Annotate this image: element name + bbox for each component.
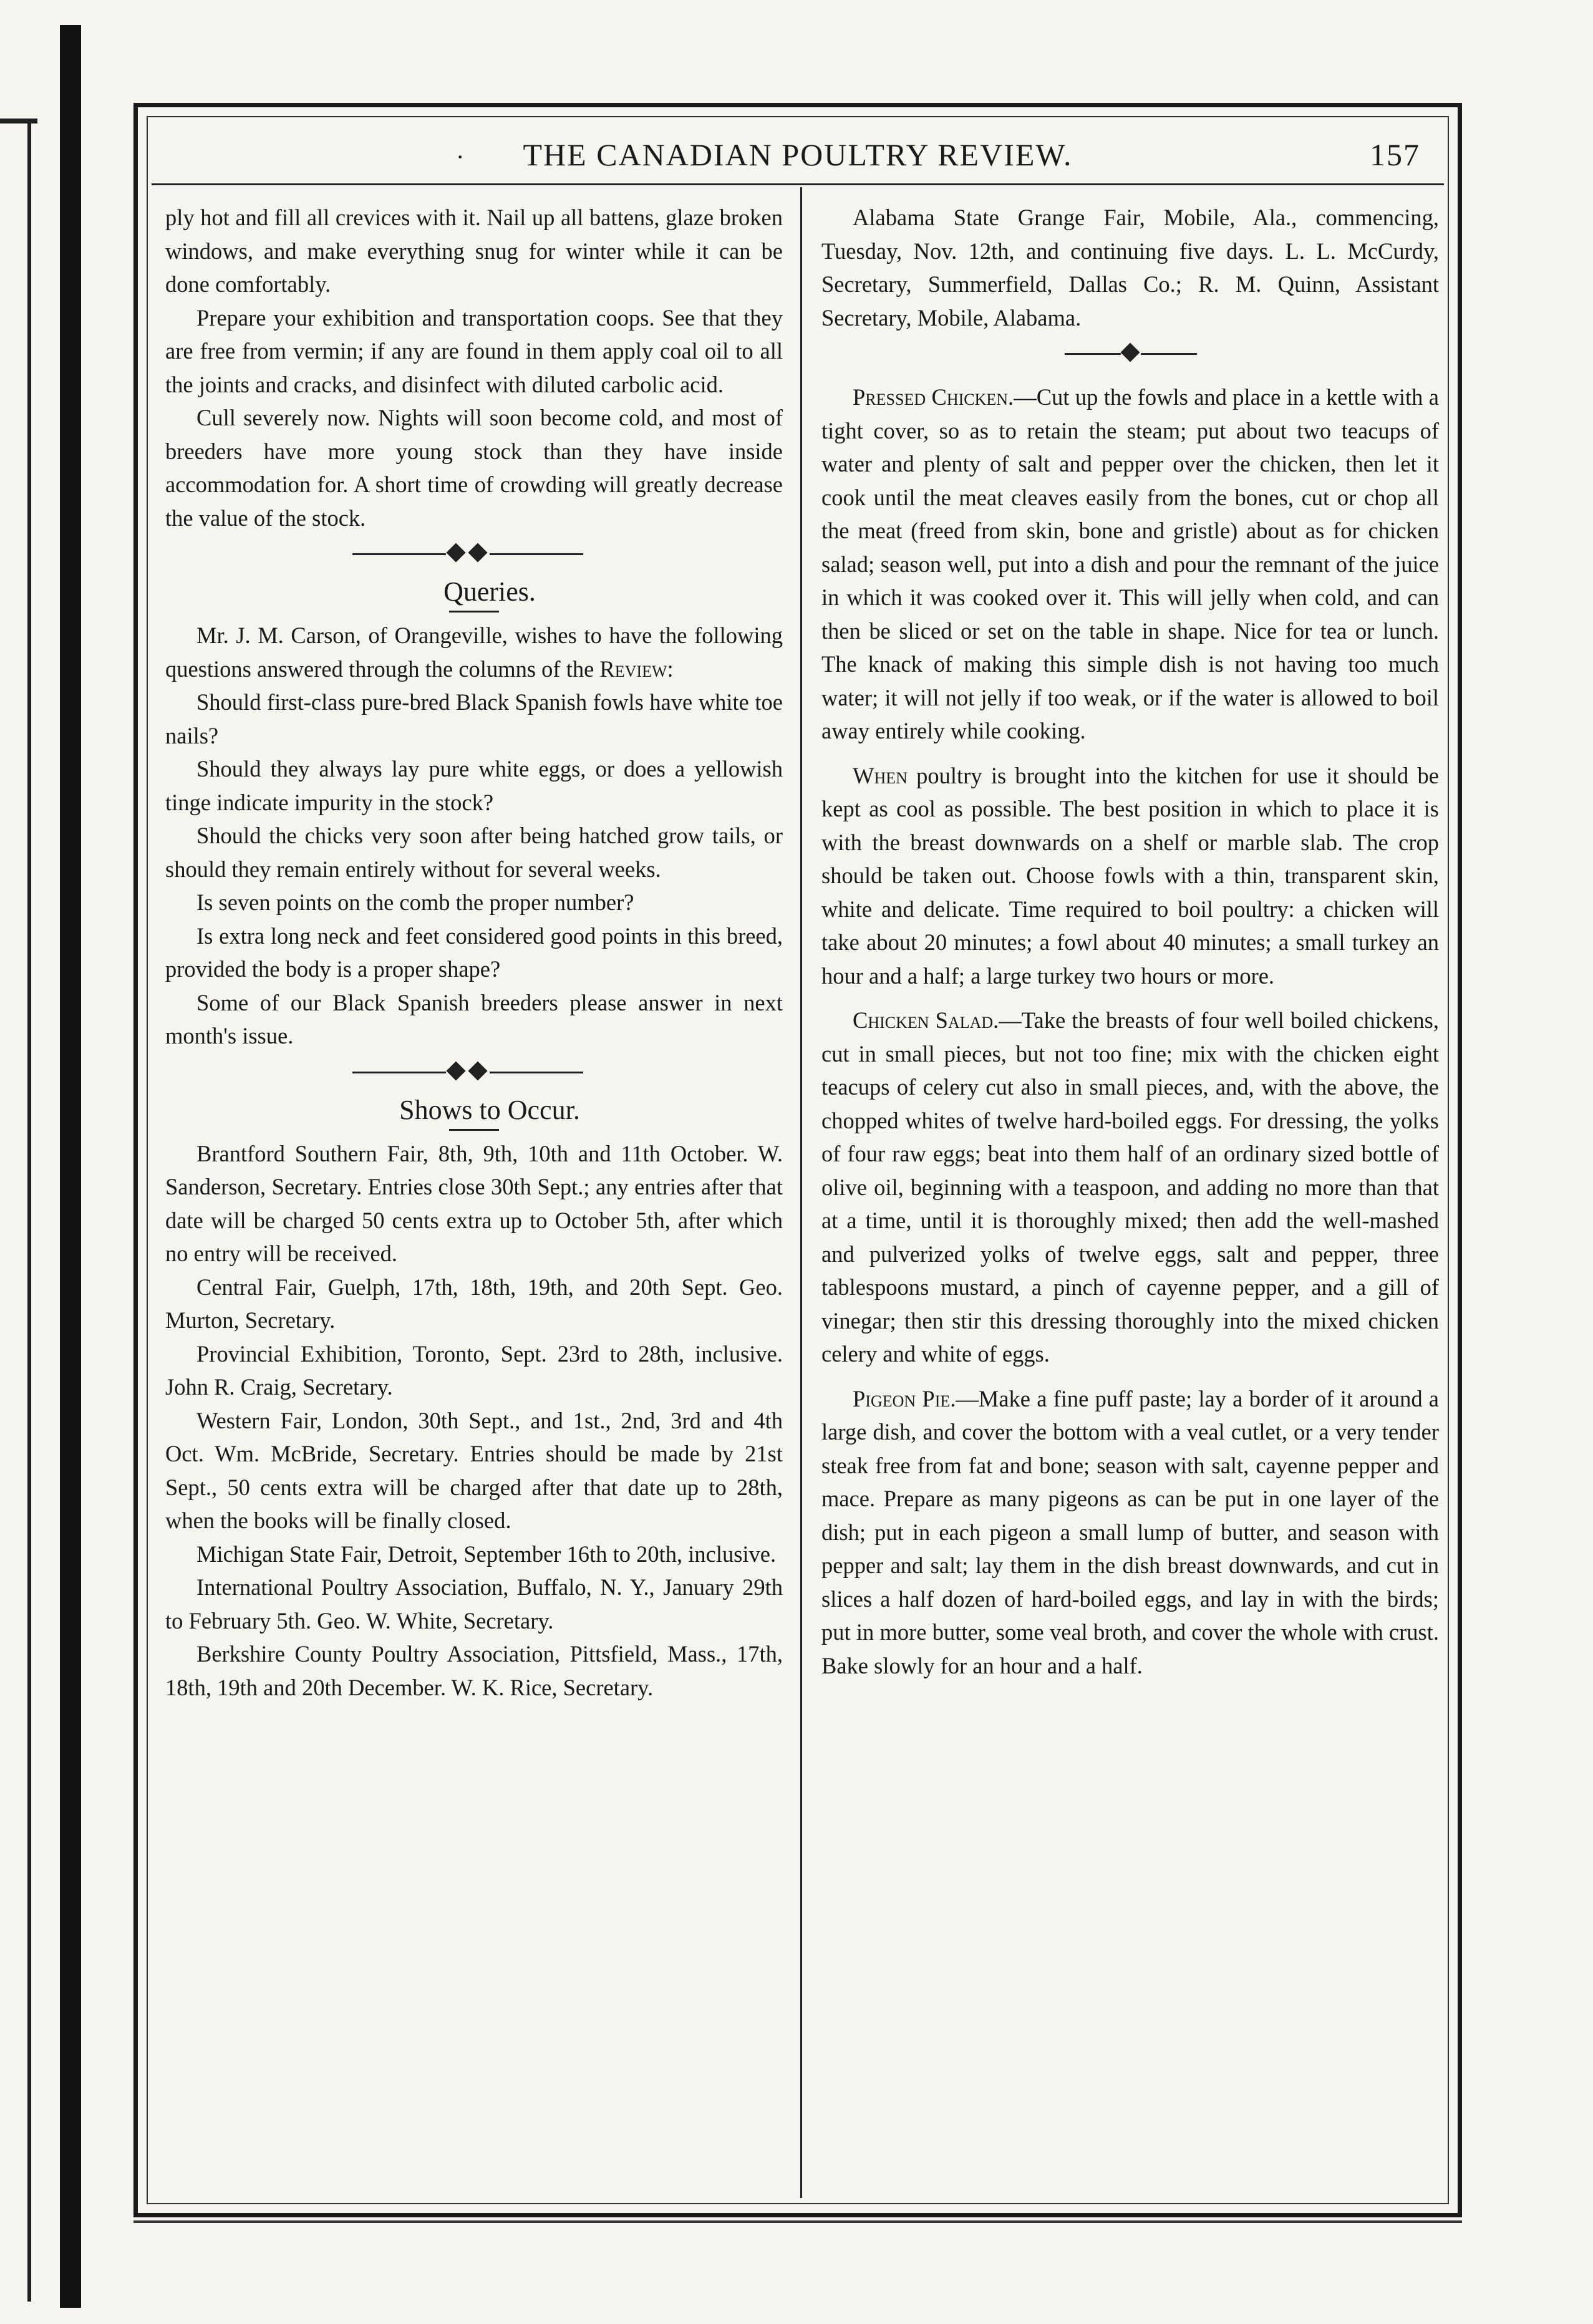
query-item: Some of our Black Spanish breeders please answer in next month's issue.	[165, 989, 783, 1048]
review-name: Review	[599, 656, 667, 682]
page-frame	[133, 103, 1462, 2217]
query-item: Should the chicks very soon after being hatched grow tails, or should they remain entirely without for several weeks.	[165, 823, 783, 882]
paragraph: Prepare your exhibition and transportation coops. See that they are free from vermin; if any are found in them apply coal oil to all the joints and cracks, and disinfect with diluted carbolic acid.	[165, 304, 783, 397]
right-column	[821, 201, 1439, 1682]
recipe-pigeon-pie	[821, 1382, 1439, 1683]
recipe-text: —Cut up the fowls and place in a kettle with a tight cover, so as to retain the steam; put about two teacups of water and plenty of salt and pepper over the chicken, then let it cook until the meat cleaves easily from the bones, cut or chop all the meat (freed from skin, bone and gristle) about as for chicken salad; season well, put into a dish and pour the remnant of the juice in which it was cooked over it. This will jelly when cold, and can then be sliced or set on the table in shape. Nice for tea or lunch. The knack of making this simple dish is not having too much water; it will not jelly if too weak, or if the water is allowed to boil away entirely while cooking.	[821, 384, 1439, 743]
section-ornament	[821, 338, 1439, 369]
page-header	[163, 130, 1433, 180]
page-bottom-rule	[133, 2220, 1462, 2223]
show-entry: Central Fair, Guelph, 17th, 18th, 19th, and 20th Sept. Geo. Murton, Secretary.	[165, 1274, 783, 1333]
paragraph: Cull severely now. Nights will soon become cold, and most of breeders have more young stock than they have inside accommodation for. A short time of crowding will greatly decrease the value of the stock.	[165, 405, 783, 531]
recipe-text: —Make a fine puff paste; lay a border of it around a large dish, and cover the bottom with a veal cutlet, or a very tender steak free from fat and bone; season with salt, cayenne pepper and mace. Prepare as many pigeons as can be put in one layer of the dish; put in each pigeon a small lump of butter, and season with pepper and salt; lay them in the dish breast downwards, and cut in slices a half dozen of hard-boiled eggs, and lay in with the birds; put in more butter, some veal broth, and cover the whole with crust. Bake slowly for an hour and a half.	[821, 1385, 1439, 1678]
recipe-title: Pigeon Pie.	[853, 1385, 956, 1411]
article-poultry-kitchen	[821, 759, 1439, 993]
show-entry: Western Fair, London, 30th Sept., and 1st., 2nd, 3rd and 4th Oct. Wm. McBride, Secretary. Entries should be made by 21st Sept., 50 cents extra will be charged after that date up to 28th, when the books will be finally closed.	[165, 1407, 783, 1533]
query-item: Should first-class pure-bred Black Spanish fowls have white toe nails?	[165, 689, 783, 748]
journal-title: THE CANADIAN POULTRY REVIEW.	[523, 137, 1073, 172]
query-item: Should they always lay pure white eggs, or does a yellowish tinge indicate impurity in the stock?	[165, 756, 783, 815]
show-entry: International Poultry Association, Buffalo, N. Y., January 29th to February 5th. Geo. W. White, Secretary.	[165, 1574, 783, 1634]
show-entry: Provincial Exhibition, Toronto, Sept. 23rd to 28th, inclusive. John R. Craig, Secretary.	[165, 1340, 783, 1400]
section-ornament	[165, 1057, 783, 1088]
show-entry: Berkshire County Poultry Association, Pittsfield, Mass., 17th, 18th, 19th and 20th December. W. K. Rice, Secretary.	[165, 1641, 783, 1700]
binding-spine	[60, 25, 81, 2308]
query-item: Is seven points on the comb the proper number?	[196, 889, 634, 915]
left-column	[165, 201, 783, 1704]
recipe-pressed-chicken	[821, 380, 1439, 748]
show-entry-alabama: Alabama State Grange Fair, Mobile, Ala., commencing, Tuesday, Nov. 12th, and continuing five days. L. L. McCurdy, Secretary, Summerfield, Dallas Co.; R. M. Quinn, Assistant Secretary, Mobile, Alabama.	[821, 205, 1439, 331]
queries-heading: Queries.	[443, 576, 536, 607]
page-number: 157	[1370, 137, 1420, 172]
header-rule	[152, 183, 1444, 185]
recipe-chicken-salad	[821, 1004, 1439, 1371]
article-text: poultry is brought into the kitchen for use it should be kept as cool as possible. The best position in which to place it is with the breast downwards on a shelf or marble slab. The crop should be taken out. Choose fowls with a thin, transparent skin, white and delicate. Time required to boil poultry: a chicken will take about 20 minutes; a fowl about 40 minutes; a small turkey an hour and a half; a large turkey two hours or more.	[821, 762, 1439, 989]
header-dot: ·	[456, 143, 466, 171]
binding-mark-vertical	[27, 119, 31, 2302]
queries-intro	[165, 619, 783, 685]
article-lead-word: When	[853, 762, 908, 788]
column-rule	[800, 187, 802, 2198]
recipe-title: Chicken Salad.	[853, 1007, 999, 1033]
queries-intro-end: :	[667, 656, 674, 682]
show-entry: Brantford Southern Fair, 8th, 9th, 10th and 11th October. W. Sanderson, Secretary. Entries close 30th Sept.; any entries after that date will be charged 50 cents extra up to October 5th, after which no entry will be received.	[165, 1140, 783, 1266]
queries-intro-text: Mr. J. M. Carson, of Orangeville, wishes to have the following questions answered through the columns of the	[165, 622, 783, 682]
query-item: Is extra long neck and feet considered good points in this breed, provided the body is a proper shape?	[165, 922, 783, 982]
heading-rule	[449, 611, 499, 612]
section-ornament	[165, 538, 783, 569]
show-entry: Michigan State Fair, Detroit, September 16th to 20th, inclusive.	[196, 1541, 777, 1567]
binding-mark-horizontal	[0, 119, 37, 123]
shows-heading: Shows to Occur.	[399, 1094, 580, 1125]
recipe-text: —Take the breasts of four well boiled chickens, cut in small pieces, but not too fine; mix with the chicken eight teacups of celery cut also in small pieces, and, with the above, the chopped whites of twelve hard-boiled eggs. For dressing, the yolks of four raw eggs; beat into them half of an ordinary sized bottle of olive oil, beginning with a teaspoon, and adding no more than that at a time, until it is thoroughly mixed; then add the well-mashed and pulverized yolks of twelve eggs, salt and pepper, three tablespoons mustard, a pinch of cayenne pepper, and a gill of vinegar; then stir this dressing thoroughly into the mixed chicken celery and white of eggs.	[821, 1007, 1439, 1367]
recipe-title: Pressed Chicken.	[853, 384, 1014, 410]
paragraph: ply hot and fill all crevices with it. Nail up all battens, glaze broken windows, and make everything snug for winter while it can be done comfortably.	[165, 205, 783, 297]
heading-rule	[449, 1129, 499, 1131]
